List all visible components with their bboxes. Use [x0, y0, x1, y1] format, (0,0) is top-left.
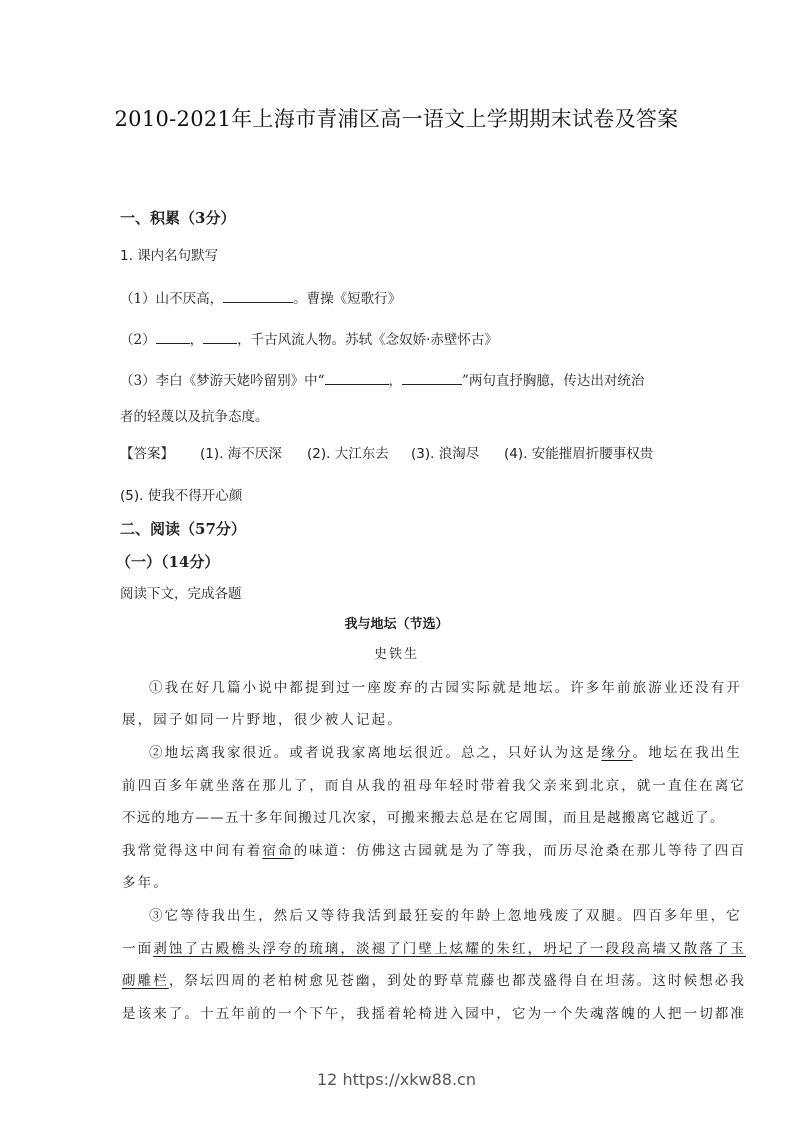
page-number: 12 — [316, 1070, 338, 1089]
fill-blank[interactable] — [402, 372, 462, 385]
answer-entry: (1). 海不厌深 — [200, 446, 282, 462]
fill-blank[interactable] — [325, 372, 389, 385]
fill-blank[interactable] — [223, 290, 293, 303]
item-2-mid: ， — [189, 332, 204, 348]
line-text: 我常觉得这中间有着 — [122, 843, 263, 859]
reading-instruction: 阅读下文，完成各题 — [120, 586, 242, 602]
question-1-item-3-line2: 者的轻蔑以及抗争态度。 — [120, 409, 269, 425]
article-line: ①我在好几篇小说中都提到过一座废弃的古园实际就是地坛。许多年前旅游业还没有开 — [149, 680, 742, 696]
article-line: 不远的地方——五十多年间搬过几次家，可搬来搬去总是在它周围，而且是越搬离它越近了。 — [122, 810, 725, 826]
article-line: ③它等待我出生，然后又等待我活到最狂妄的年龄上忽地残废了双腿。四百多年里，它 — [149, 908, 742, 924]
article-line: 是该来了。十五年前的一个下午，我摇着轮椅进入园中，它为一个失魂落魄的人把一切都准 — [122, 1006, 746, 1022]
item-3-mid: ， — [388, 373, 402, 389]
line-text: ，祭坛四周的老柏树愈见苍幽，到处的野草荒藤也都茂盛得自在坦荡。这时候想必我 — [168, 973, 747, 989]
answer-entry-5: (5). 使我不得开心颜 — [120, 488, 243, 504]
item-1-prefix: （1）山不厌高， — [120, 291, 224, 307]
line-text: 的味道：仿佛这古园就是为了等我，而历尽沧桑在那儿等待了四百 — [293, 843, 747, 859]
answer-row — [120, 442, 653, 462]
line-text: 一面 — [122, 941, 154, 957]
section2-subheading: （一）（14分） — [116, 553, 220, 571]
item-1-suffix: 。曹操《短歌行》 — [293, 291, 402, 307]
article-line: 前四百多年就坐落在那儿了，而自从我的祖母年轻时带着我父亲来到北京，就一直住在离它 — [122, 778, 746, 794]
answer-entry: (4). 安能摧眉折腰事权贵 — [504, 446, 654, 462]
underlined-phrase: 宿命 — [262, 843, 294, 859]
question-1-item-2 — [120, 328, 498, 348]
fill-blank[interactable] — [156, 331, 190, 344]
underlined-phrase: 砌雕栏 — [122, 973, 169, 989]
item-2-prefix: （2） — [120, 332, 156, 348]
article-line — [122, 741, 742, 761]
article-line — [122, 937, 747, 957]
answer-label: 【答案】 — [120, 446, 174, 462]
question-1-label: 1. 课内名句默写 — [120, 248, 219, 264]
article-title: 我与地坛（节选） — [344, 617, 449, 632]
article-line — [122, 969, 747, 989]
article-line — [122, 839, 747, 859]
footer-url[interactable]: https://xkw88.cn — [342, 1070, 476, 1089]
underlined-phrase: 缘分 — [601, 745, 633, 761]
line-text: ②地坛离我家很近。或者说我家离地坛很近。总之，只好认为这是 — [149, 745, 602, 761]
answer-entry: (2). 大江东去 — [307, 446, 389, 462]
article-line: 多年。 — [122, 875, 169, 891]
item-3-suffix: ”两句直抒胸臆，传达出对统治 — [462, 373, 645, 389]
article-line: 展，园子如同一片野地，很少被人记起。 — [122, 712, 403, 728]
answer-entry: (3). 浪淘尽 — [411, 446, 480, 462]
underlined-phrase: 剥蚀了古殿檐头浮夸的琉璃，淡褪了门壁上炫耀的朱红，坍圮了一段段高墙又散落了玉 — [153, 941, 747, 957]
fill-blank[interactable] — [203, 331, 237, 344]
page-footer — [0, 1070, 793, 1089]
question-1-item-3 — [120, 369, 644, 389]
section1-heading: 一、积累（3分） — [120, 209, 236, 227]
item-3-prefix: （3）李白《梦游天姥吟留别》中“ — [120, 373, 325, 389]
line-text: 。地坛在我出生 — [632, 745, 742, 761]
document-title: 2010-2021年上海市青浦区高一语文上学期期末试卷及答案 — [114, 107, 679, 131]
question-1-item-1 — [120, 287, 401, 307]
item-2-suffix: ，千古风流人物。苏轼《念奴娇·赤壁怀古》 — [237, 332, 498, 348]
article-author: 史铁生 — [373, 647, 419, 662]
section2-heading: 二、阅读（57分） — [120, 520, 246, 538]
